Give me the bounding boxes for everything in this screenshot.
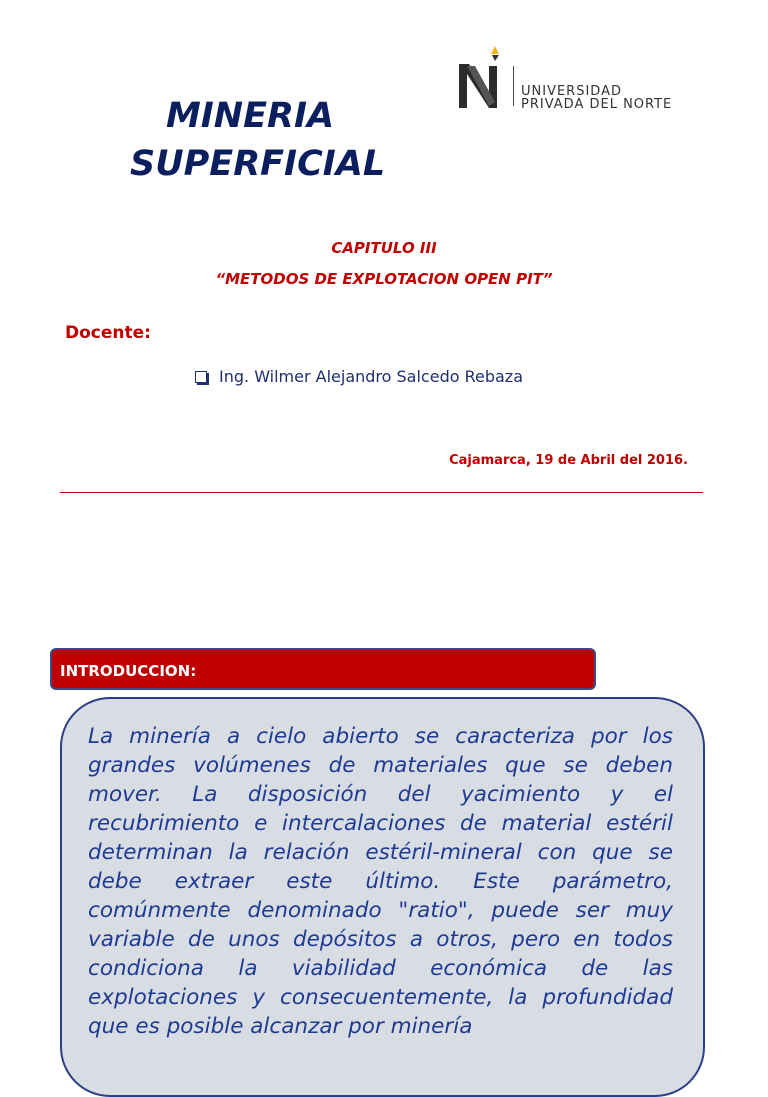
title-line-2: SUPERFICIAL [130, 144, 386, 184]
title-line-1: MINERIA [165, 96, 335, 136]
horizontal-divider [60, 492, 703, 493]
document-title [130, 92, 386, 188]
upn-logo-icon [455, 44, 505, 114]
document-date: Cajamarca, 19 de Abril del 2016. [449, 453, 688, 468]
checkbox-bullet-icon [195, 371, 207, 383]
logo-text [521, 85, 672, 111]
docente-label: Docente: [65, 323, 151, 343]
logo-line-1: UNIVERSIDAD [521, 84, 622, 99]
intro-heading: INTRODUCCION: [60, 662, 197, 680]
intro-text-box [60, 697, 705, 1097]
logo-line-2: PRIVADA DEL NORTE [521, 97, 673, 112]
chapter-subtitle: “METODOS DE EXPLOTACION OPEN PIT” [215, 270, 553, 288]
intro-heading-bar [50, 648, 596, 690]
logo-divider [513, 66, 514, 106]
docente-list-item [195, 367, 523, 386]
intro-paragraph: La minería a cielo abierto se caracteriza por los grandes volúmenes de materiales que se deben mover. La disposición del yacimiento y el recubrimiento e intercalaciones de material estéril determinan la relación estéril-mineral con que se debe extraer este último. Este parámetro, comúnmente denominado "ratio", puede ser muy variable de unos depósitos a otros, pero en todos condiciona la viabilidad económica de las explotaciones y consecuentemente, la profundidad que es posible alcanzar por minería [88, 724, 673, 1039]
chapter-number: CAPITULO III [331, 239, 437, 257]
docente-name: Ing. Wilmer Alejandro Salcedo Rebaza [219, 367, 524, 386]
university-logo [455, 44, 715, 120]
